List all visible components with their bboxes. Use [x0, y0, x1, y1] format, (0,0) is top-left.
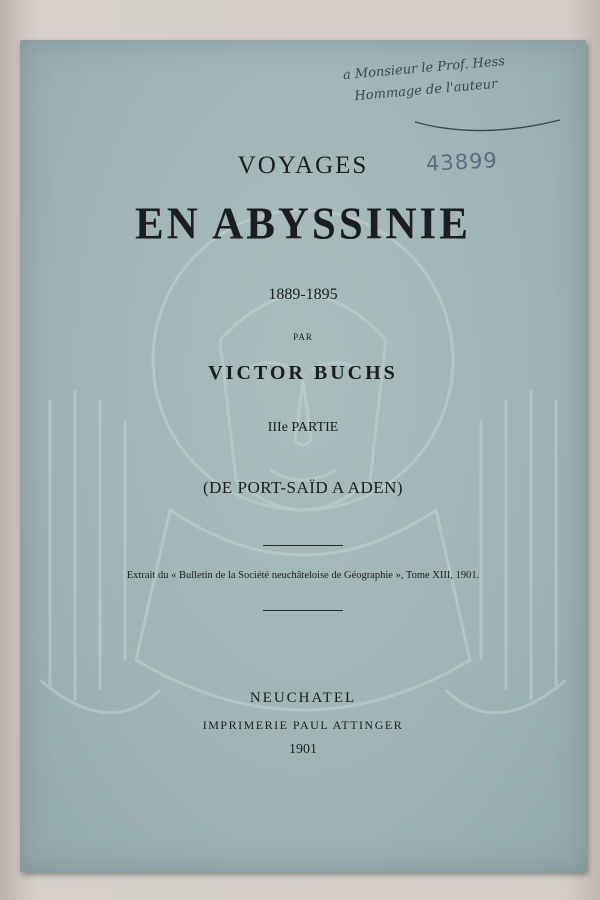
author: VICTOR BUCHS: [208, 362, 398, 384]
imprint-printer: IMPRIMERIE PAUL ATTINGER: [202, 718, 404, 732]
catalog-number: 43899: [425, 148, 499, 176]
dedication-line-2: Hommage de l'auteur: [353, 76, 498, 105]
divider-bottom: [263, 610, 343, 611]
title-line-1: VOYAGES: [237, 152, 369, 179]
imprint-city: NEUCHATEL: [249, 690, 357, 706]
dedication-line-1: a Monsieur le Prof. Hess: [342, 53, 506, 84]
booklet-cover: [20, 40, 586, 872]
part-label: IIIe PARTIE: [267, 420, 339, 435]
imprint-year: 1901: [289, 742, 317, 757]
by-label: PAR: [293, 332, 313, 342]
signature-flourish: [410, 112, 570, 136]
subtitle: (DE PORT-SAÏD A ADEN): [202, 478, 404, 497]
years: 1889-1895: [268, 286, 338, 303]
extract-note: Extrait du « Bulletin de la Société neuchâteloise de Géographie », Tome XIII, 1901.: [126, 570, 480, 581]
title-line-2: EN ABYSSINIE: [135, 199, 471, 250]
divider-top: [263, 545, 343, 546]
